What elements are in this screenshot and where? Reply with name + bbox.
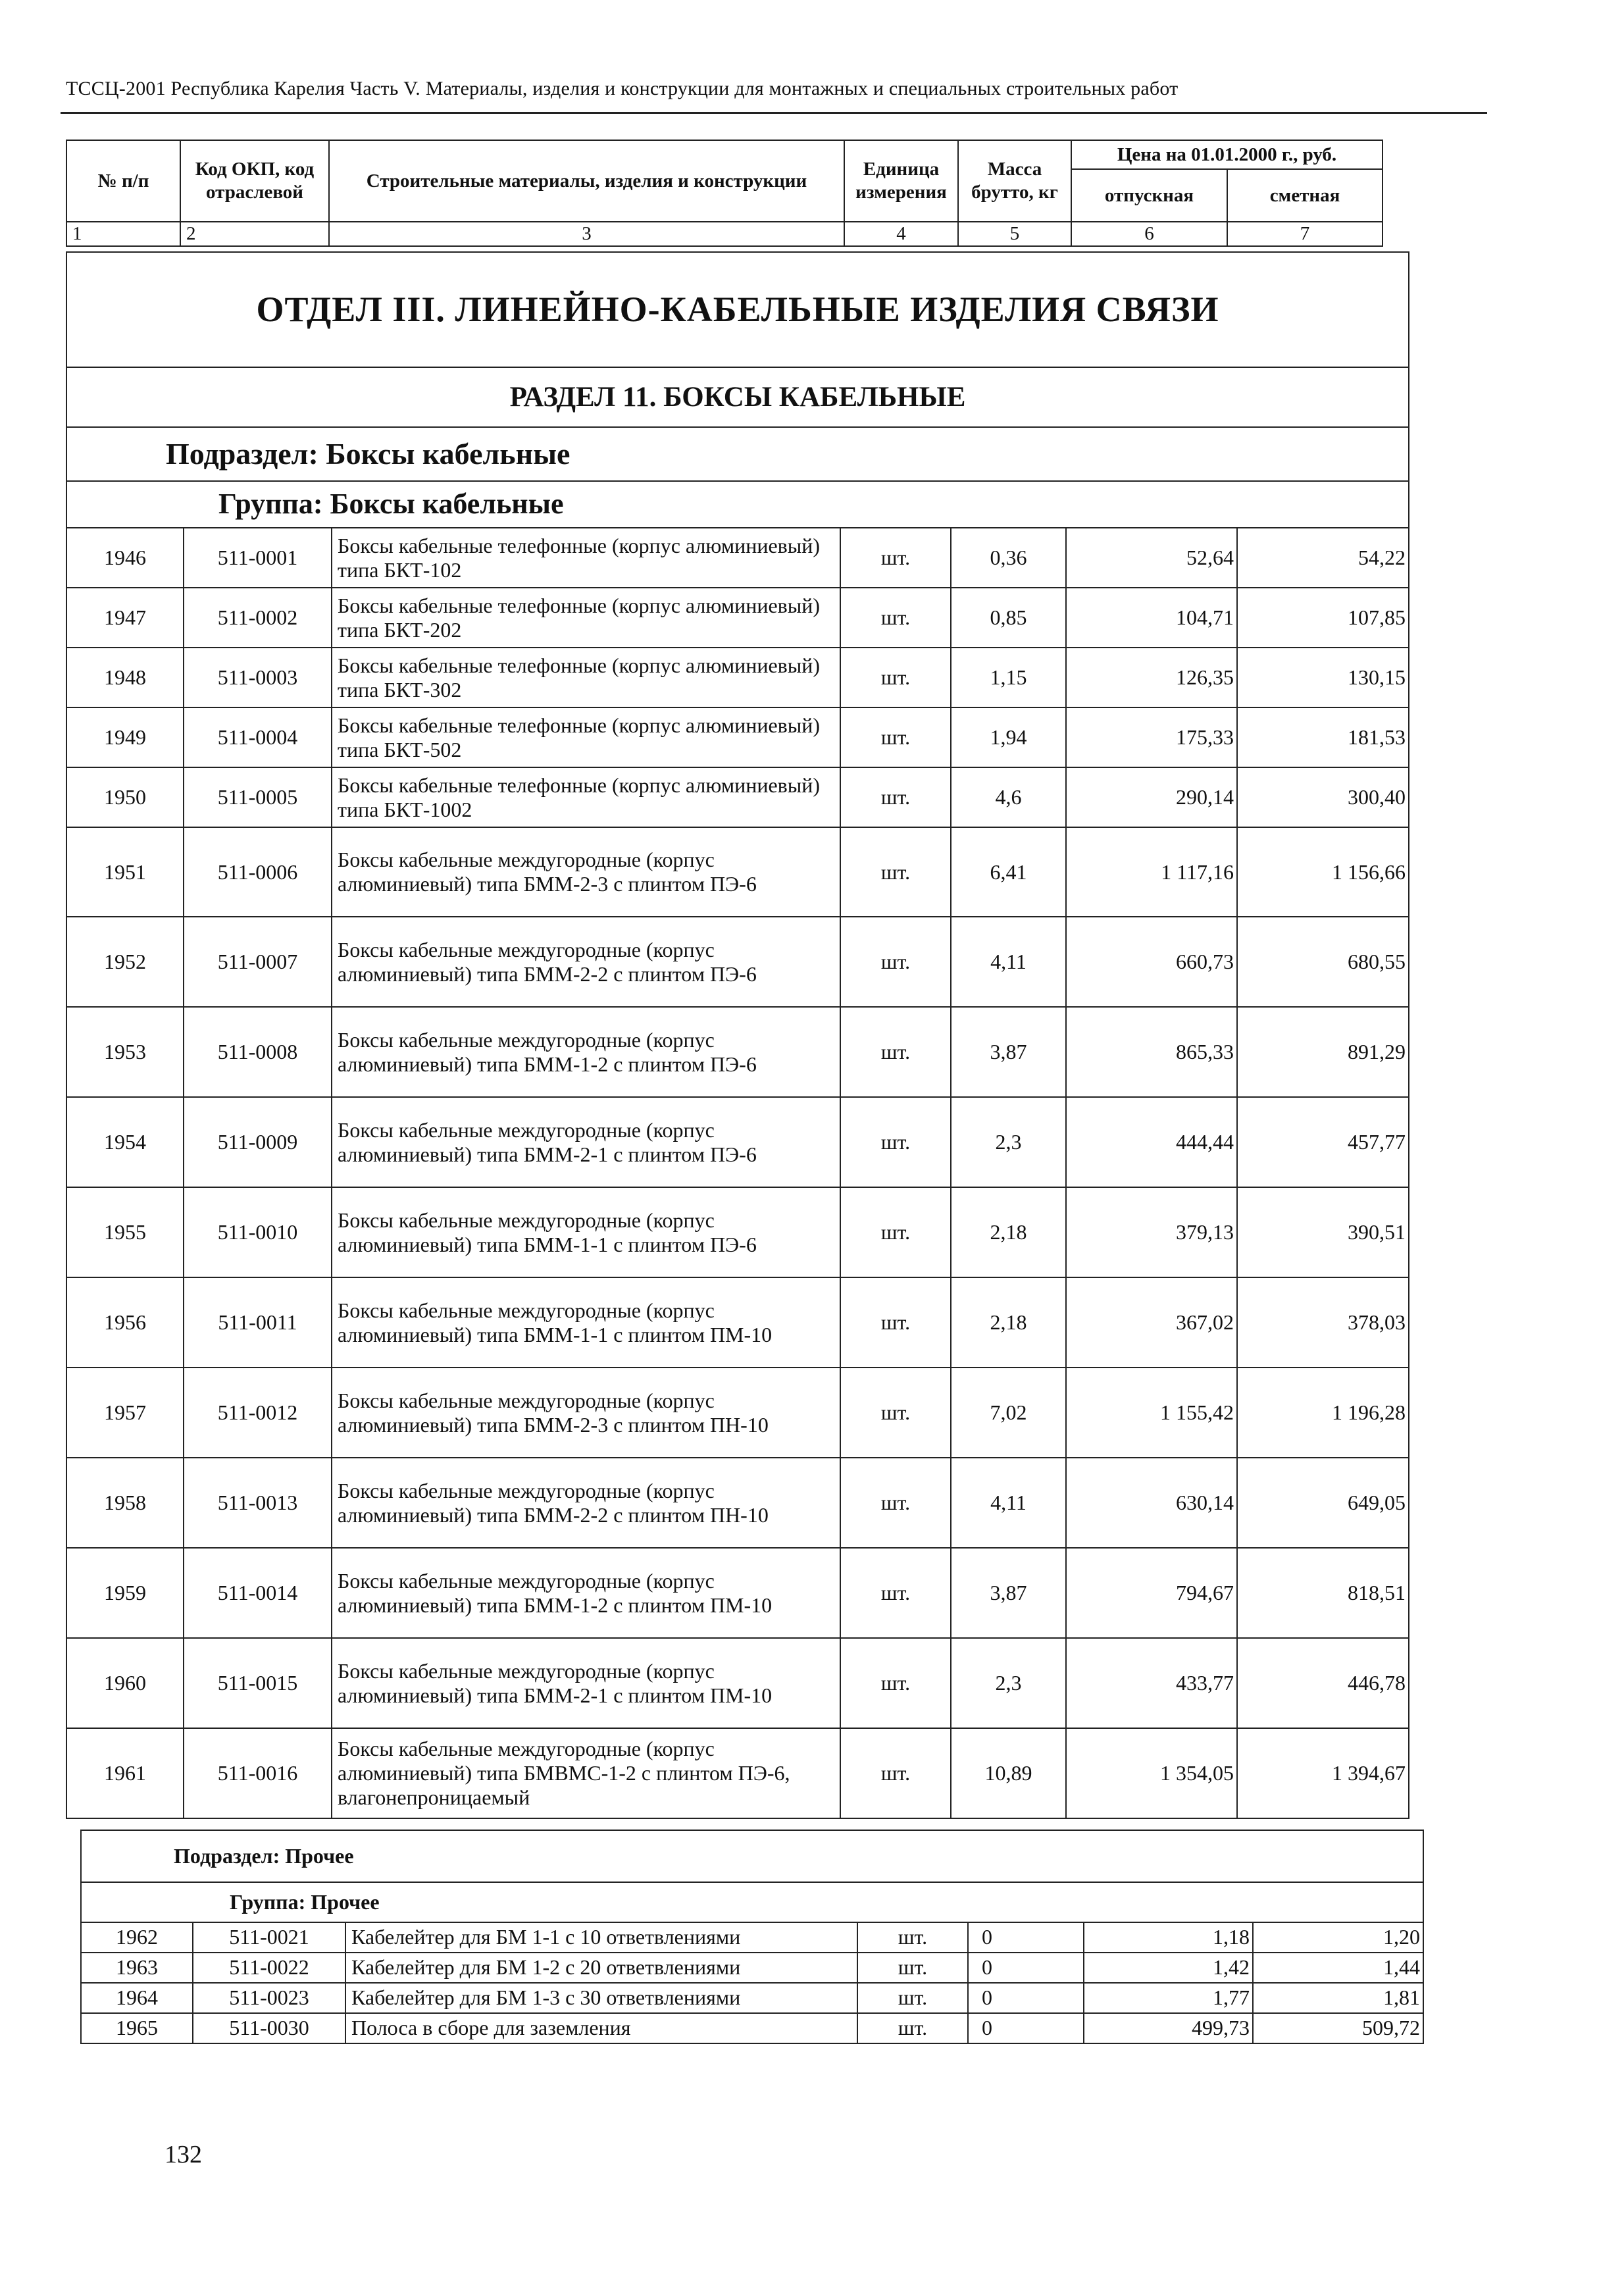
row-num: 1958 [66, 1458, 184, 1548]
row-num: 1948 [66, 648, 184, 707]
row-unit: шт. [840, 1097, 951, 1187]
row-price-estimate: 1 156,66 [1237, 827, 1409, 917]
row-price-release: 52,64 [1066, 528, 1237, 588]
table-row [81, 1983, 1423, 2013]
row-price-release: 1,42 [1084, 1953, 1253, 1983]
row-name: Боксы кабельные телефонные (корпус алюминиевый) типа БКТ-202 [332, 588, 840, 648]
section-title: РАЗДЕЛ 11. БОКСЫ КАБЕЛЬНЫЕ [66, 367, 1409, 427]
table-row [66, 528, 1409, 588]
table-row [66, 707, 1409, 767]
row-price-estimate: 446,78 [1237, 1638, 1409, 1728]
row-price-release: 865,33 [1066, 1007, 1237, 1097]
row-price-release: 379,13 [1066, 1187, 1237, 1277]
row-mass: 7,02 [951, 1368, 1066, 1458]
row-mass: 2,18 [951, 1277, 1066, 1368]
row-mass: 1,15 [951, 648, 1066, 707]
row-price-estimate: 509,72 [1253, 2013, 1423, 2043]
col-header-code: Код ОКП, код отраслевой [180, 140, 329, 222]
col-header-price: Цена на 01.01.2000 г., руб. [1071, 140, 1383, 169]
row-code: 511-0021 [193, 1922, 345, 1953]
row-price-estimate: 649,05 [1237, 1458, 1409, 1548]
row-code: 511-0030 [193, 2013, 345, 2043]
row-code: 511-0023 [193, 1983, 345, 2013]
row-unit: шт. [857, 1922, 968, 1953]
row-name: Боксы кабельные междугородные (корпус алюминиевый) типа БММ-2-1 с плинтом ПЭ-6 [332, 1097, 840, 1187]
row-price-estimate: 390,51 [1237, 1187, 1409, 1277]
row-price-release: 1 155,42 [1066, 1368, 1237, 1458]
header-rule [61, 112, 1487, 114]
table-other [80, 1830, 1424, 2044]
row-code: 511-0012 [184, 1368, 332, 1458]
row-num: 1963 [81, 1953, 193, 1983]
row-price-release: 794,67 [1066, 1548, 1237, 1638]
row-num: 1950 [66, 767, 184, 827]
row-name: Боксы кабельные телефонные (корпус алюминиевый) типа БКТ-102 [332, 528, 840, 588]
table-row [81, 1922, 1423, 1953]
col-number-6: 6 [1071, 222, 1227, 246]
row-name: Боксы кабельные междугородные (корпус алюминиевый) типа БММ-2-3 с плинтом ПН-10 [332, 1368, 840, 1458]
row-num: 1947 [66, 588, 184, 648]
row-code: 511-0014 [184, 1548, 332, 1638]
row-price-estimate: 818,51 [1237, 1548, 1409, 1638]
table-row [66, 1097, 1409, 1187]
row-name: Боксы кабельные телефонные (корпус алюминиевый) типа БКТ-302 [332, 648, 840, 707]
col-number-4: 4 [844, 222, 958, 246]
table-row [66, 1277, 1409, 1368]
row-price-estimate: 680,55 [1237, 917, 1409, 1007]
table-row [81, 1953, 1423, 1983]
table-row [66, 588, 1409, 648]
row-unit: шт. [840, 827, 951, 917]
row-price-estimate: 891,29 [1237, 1007, 1409, 1097]
row-unit: шт. [840, 1638, 951, 1728]
row-name: Боксы кабельные междугородные (корпус алюминиевый) типа БММ-1-1 с плинтом ПМ-10 [332, 1277, 840, 1368]
row-mass: 2,18 [951, 1187, 1066, 1277]
row-code: 511-0013 [184, 1458, 332, 1548]
row-unit: шт. [840, 767, 951, 827]
row-code: 511-0008 [184, 1007, 332, 1097]
subsection-title: Подраздел: Прочее [81, 1830, 1423, 1882]
table-row [66, 1187, 1409, 1277]
group-title: Группа: Боксы кабельные [66, 481, 1409, 528]
row-price-estimate: 1 394,67 [1237, 1728, 1409, 1818]
row-mass: 4,11 [951, 917, 1066, 1007]
row-mass: 4,11 [951, 1458, 1066, 1548]
row-mass: 1,94 [951, 707, 1066, 767]
row-price-estimate: 300,40 [1237, 767, 1409, 827]
row-price-estimate: 181,53 [1237, 707, 1409, 767]
row-mass: 0 [968, 1983, 1084, 2013]
row-mass: 0 [968, 1953, 1084, 1983]
row-mass: 0 [968, 1922, 1084, 1953]
row-name: Боксы кабельные междугородные (корпус алюминиевый) типа БММ-2-2 с плинтом ПН-10 [332, 1458, 840, 1548]
table-row [66, 827, 1409, 917]
col-number-1: 1 [66, 222, 180, 246]
row-unit: шт. [840, 1548, 951, 1638]
row-unit: шт. [857, 1953, 968, 1983]
col-number-5: 5 [958, 222, 1071, 246]
row-name: Боксы кабельные междугородные (корпус алюминиевый) типа БММ-1-2 с плинтом ПЭ-6 [332, 1007, 840, 1097]
row-unit: шт. [857, 2013, 968, 2043]
col-header-price-estimate: сметная [1227, 169, 1383, 222]
row-price-release: 1,18 [1084, 1922, 1253, 1953]
row-name: Кабелейтер для БМ 1-1 с 10 ответвлениями [345, 1922, 857, 1953]
row-num: 1959 [66, 1548, 184, 1638]
row-unit: шт. [840, 588, 951, 648]
table-row [66, 1728, 1409, 1818]
col-header-mass: Масса брутто, кг [958, 140, 1071, 222]
row-price-release: 1,77 [1084, 1983, 1253, 2013]
row-code: 511-0010 [184, 1187, 332, 1277]
subsection-title: Подраздел: Боксы кабельные [66, 427, 1409, 481]
row-unit: шт. [840, 1277, 951, 1368]
row-price-release: 630,14 [1066, 1458, 1237, 1548]
row-price-estimate: 378,03 [1237, 1277, 1409, 1368]
row-code: 511-0004 [184, 707, 332, 767]
row-name: Боксы кабельные междугородные (корпус алюминиевый) типа БММ-1-2 с плинтом ПМ-10 [332, 1548, 840, 1638]
table-row [66, 1007, 1409, 1097]
row-num: 1952 [66, 917, 184, 1007]
row-name: Боксы кабельные междугородные (корпус алюминиевый) типа БММ-2-2 с плинтом ПЭ-6 [332, 917, 840, 1007]
row-code: 511-0016 [184, 1728, 332, 1818]
table-row [66, 767, 1409, 827]
row-num: 1955 [66, 1187, 184, 1277]
row-unit: шт. [840, 707, 951, 767]
row-num: 1964 [81, 1983, 193, 2013]
col-number-7: 7 [1227, 222, 1383, 246]
row-code: 511-0022 [193, 1953, 345, 1983]
row-price-release: 126,35 [1066, 648, 1237, 707]
table-row [66, 1548, 1409, 1638]
row-name: Боксы кабельные телефонные (корпус алюминиевый) типа БКТ-1002 [332, 767, 840, 827]
table-row [81, 2013, 1423, 2043]
row-price-release: 660,73 [1066, 917, 1237, 1007]
table-header [66, 140, 1383, 247]
row-code: 511-0001 [184, 528, 332, 588]
row-num: 1961 [66, 1728, 184, 1818]
row-price-release: 1 117,16 [1066, 827, 1237, 917]
row-price-estimate: 1 196,28 [1237, 1368, 1409, 1458]
row-mass: 0 [968, 2013, 1084, 2043]
row-num: 1949 [66, 707, 184, 767]
row-code: 511-0015 [184, 1638, 332, 1728]
page-number: 132 [165, 2141, 202, 2168]
row-name: Боксы кабельные междугородные (корпус алюминиевый) типа БММ-1-1 с плинтом ПЭ-6 [332, 1187, 840, 1277]
row-code: 511-0006 [184, 827, 332, 917]
table-row [66, 648, 1409, 707]
table-row [66, 1458, 1409, 1548]
row-name: Боксы кабельные телефонные (корпус алюминиевый) типа БКТ-502 [332, 707, 840, 767]
row-price-release: 1 354,05 [1066, 1728, 1237, 1818]
row-name: Боксы кабельные междугородные (корпус алюминиевый) типа БММ-2-1 с плинтом ПМ-10 [332, 1638, 840, 1728]
row-unit: шт. [840, 1728, 951, 1818]
row-unit: шт. [840, 917, 951, 1007]
col-number-2: 2 [180, 222, 329, 246]
row-price-estimate: 1,20 [1253, 1922, 1423, 1953]
row-num: 1953 [66, 1007, 184, 1097]
row-unit: шт. [857, 1983, 968, 2013]
row-code: 511-0005 [184, 767, 332, 827]
department-title: ОТДЕЛ III. ЛИНЕЙНО-КАБЕЛЬНЫЕ ИЗДЕЛИЯ СВЯЗИ [66, 252, 1409, 367]
row-mass: 6,41 [951, 827, 1066, 917]
row-num: 1954 [66, 1097, 184, 1187]
row-mass: 0,36 [951, 528, 1066, 588]
row-mass: 2,3 [951, 1638, 1066, 1728]
row-price-release: 175,33 [1066, 707, 1237, 767]
row-code: 511-0009 [184, 1097, 332, 1187]
row-price-estimate: 1,81 [1253, 1983, 1423, 2013]
row-code: 511-0011 [184, 1277, 332, 1368]
row-code: 511-0003 [184, 648, 332, 707]
row-mass: 3,87 [951, 1548, 1066, 1638]
row-name: Кабелейтер для БМ 1-3 с 30 ответвлениями [345, 1983, 857, 2013]
row-price-release: 444,44 [1066, 1097, 1237, 1187]
row-unit: шт. [840, 1458, 951, 1548]
row-name: Боксы кабельные междугородные (корпус алюминиевый) типа БМВМС-1-2 с плинтом ПЭ-6, влагонепроницаемый [332, 1728, 840, 1818]
row-mass: 10,89 [951, 1728, 1066, 1818]
row-price-release: 290,14 [1066, 767, 1237, 827]
table-row [66, 917, 1409, 1007]
row-mass: 2,3 [951, 1097, 1066, 1187]
row-mass: 4,6 [951, 767, 1066, 827]
table-row [66, 1368, 1409, 1458]
row-name: Полоса в сборе для заземления [345, 2013, 857, 2043]
row-num: 1960 [66, 1638, 184, 1728]
row-code: 511-0002 [184, 588, 332, 648]
row-name: Кабелейтер для БМ 1-2 с 20 ответвлениями [345, 1953, 857, 1983]
row-num: 1962 [81, 1922, 193, 1953]
row-unit: шт. [840, 648, 951, 707]
row-name: Боксы кабельные междугородные (корпус алюминиевый) типа БММ-2-3 с плинтом ПЭ-6 [332, 827, 840, 917]
row-num: 1956 [66, 1277, 184, 1368]
row-unit: шт. [840, 528, 951, 588]
row-price-estimate: 107,85 [1237, 588, 1409, 648]
row-unit: шт. [840, 1007, 951, 1097]
row-unit: шт. [840, 1368, 951, 1458]
col-header-price-release: отпускная [1071, 169, 1227, 222]
row-price-estimate: 54,22 [1237, 528, 1409, 588]
row-num: 1957 [66, 1368, 184, 1458]
row-num: 1946 [66, 528, 184, 588]
row-mass: 0,85 [951, 588, 1066, 648]
col-header-num: № п/п [66, 140, 180, 222]
row-price-estimate: 457,77 [1237, 1097, 1409, 1187]
row-price-estimate: 1,44 [1253, 1953, 1423, 1983]
col-header-unit: Единица измерения [844, 140, 958, 222]
row-price-release: 433,77 [1066, 1638, 1237, 1728]
row-code: 511-0007 [184, 917, 332, 1007]
running-header: ТССЦ-2001 Республика Карелия Часть V. Материалы, изделия и конструкции для монтажных и специальных строительных работ [66, 78, 1179, 99]
row-num: 1965 [81, 2013, 193, 2043]
group-title: Группа: Прочее [81, 1882, 1423, 1922]
row-unit: шт. [840, 1187, 951, 1277]
row-price-release: 104,71 [1066, 588, 1237, 648]
row-num: 1951 [66, 827, 184, 917]
table-row [66, 1638, 1409, 1728]
table-main [66, 251, 1409, 1819]
col-number-3: 3 [329, 222, 844, 246]
row-price-release: 367,02 [1066, 1277, 1237, 1368]
row-mass: 3,87 [951, 1007, 1066, 1097]
row-price-estimate: 130,15 [1237, 648, 1409, 707]
row-price-release: 499,73 [1084, 2013, 1253, 2043]
col-header-name: Строительные материалы, изделия и конструкции [329, 140, 844, 222]
